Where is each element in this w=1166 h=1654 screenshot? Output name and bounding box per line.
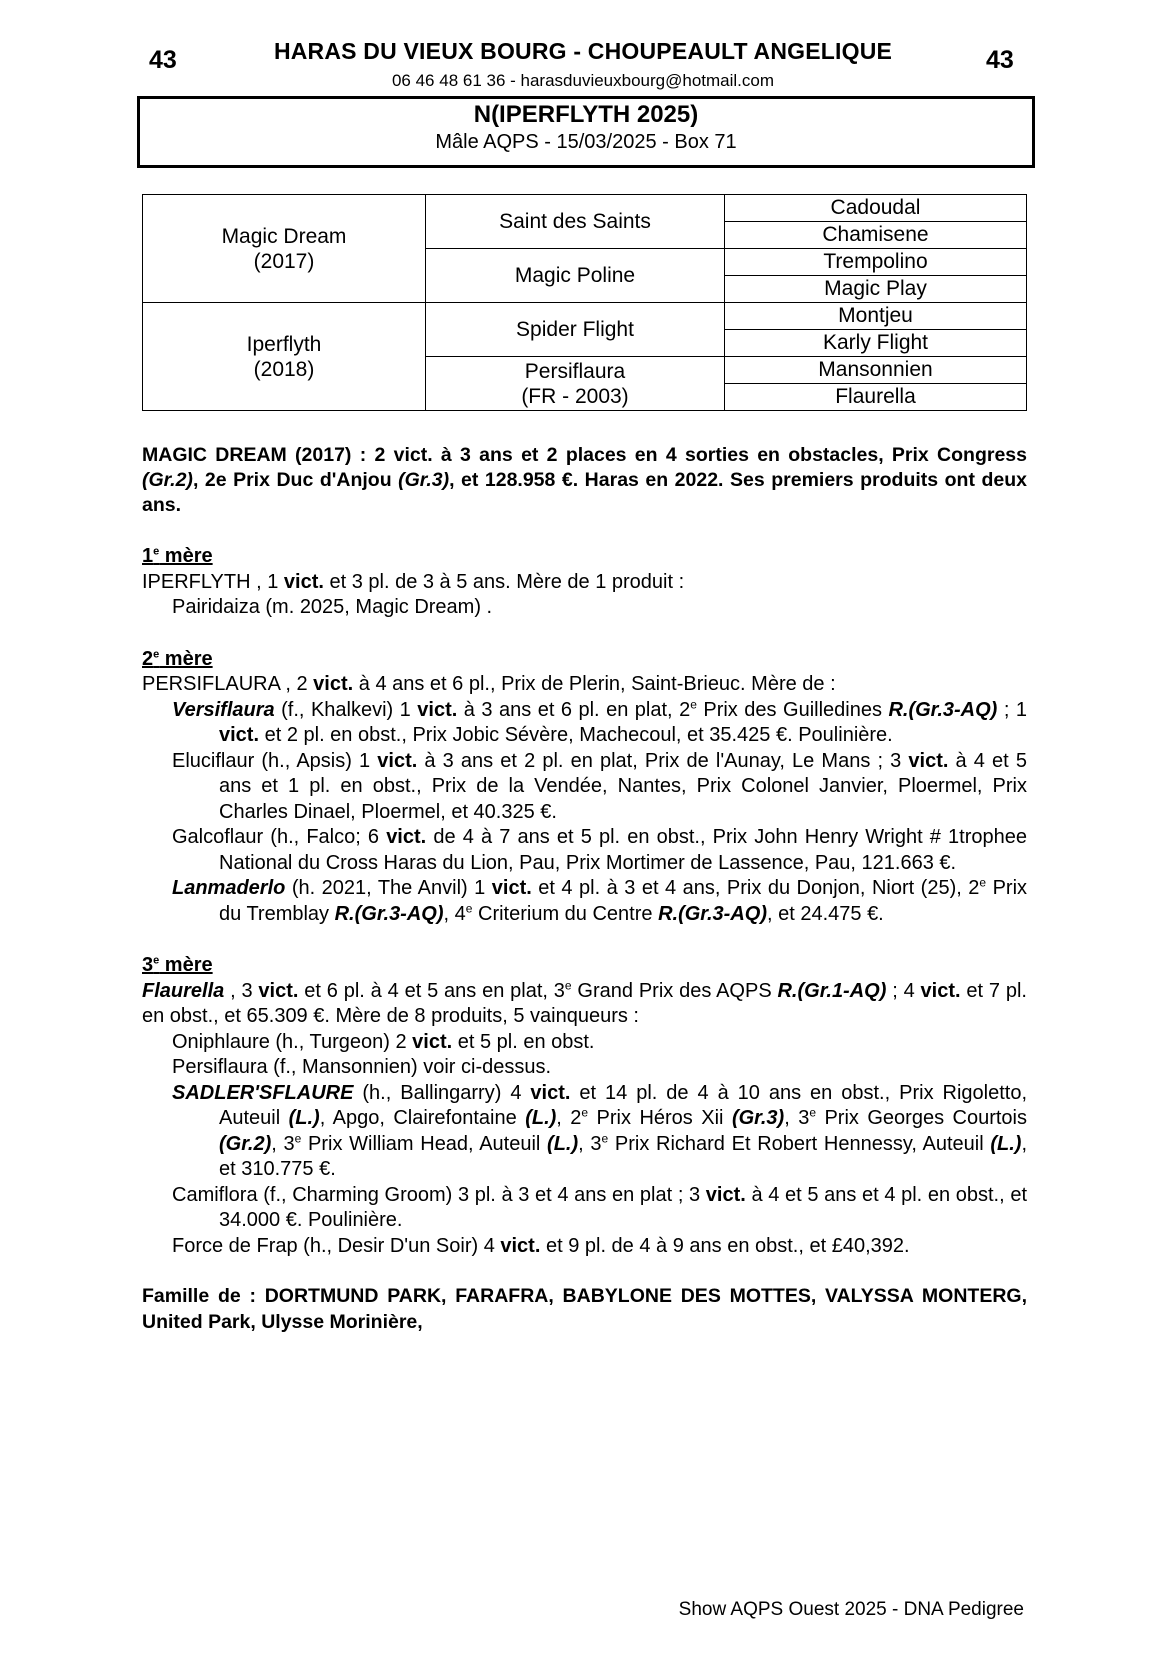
pedigree-sdd: Magic Play — [725, 276, 1027, 303]
pedigree-sire: Magic Dream (2017) — [143, 195, 426, 303]
pedigree-dam-sire: Spider Flight — [426, 303, 725, 357]
produce-force-de-frap: Force de Frap (h., Desir D'un Soir) 4 vict. et 9 pl. de 4 à 9 ans en obst., et £40,392. — [172, 1234, 910, 1257]
family-line: Famille de : DORTMUND PARK, FARAFRA, BABYLONE DES MOTTES, VALYSSA MONTERG, United Park, Ulysse Morinière, — [142, 1285, 1027, 1333]
horse-details: Mâle AQPS - 15/03/2025 - Box 71 — [435, 131, 737, 153]
second-dam-heading: 2e mère — [142, 647, 213, 670]
second-dam-line: PERSIFLAURA , 2 vict. à 4 ans et 6 pl., Prix de Plerin, Saint-Brieuc. Mère de : — [142, 673, 836, 695]
produce-oniphlaure: Oniphlaure (h., Turgeon) 2 vict. et 5 pl. en obst. — [172, 1030, 595, 1053]
lot-number-left: 43 — [149, 46, 177, 74]
pedigree-sss: Cadoudal — [725, 195, 1027, 222]
produce-sadlersflaure: SADLER'SFLAURE (h., Ballingarry) 4 vict. et 14 pl. de 4 à 10 ans en obst., Prix Rigoletto, Auteuil (L.), Apgo, Clairefontaine (L.), 2e Prix Héros Xii (Gr.3), 3e Prix Georges Courtois (Gr.2), 3e Prix William Head, Auteuil (L.), 3e Prix Richard Et Robert Hennessy, Auteuil (L.), et 310.775 €. — [172, 1081, 1028, 1180]
pedigree-dam-dam: Persiflaura (FR - 2003) — [426, 357, 725, 411]
produce-galcoflaur: Galcoflaur (h., Falco; 6 vict. de 4 à 7 ans et 5 pl. en obst., Prix John Henry Wright # 1trophee National du Cross Haras du Lion, Pau, Prix Mortimer de Lassence, Pau, 121.663 €. — [172, 826, 1027, 874]
first-dam-heading: 1e mère — [142, 545, 213, 567]
pedigree-table — [142, 194, 1027, 411]
pedigree-sds: Trempolino — [725, 249, 1027, 276]
horse-name: N(IPERFLYTH 2025) — [473, 101, 699, 128]
produce-lanmaderlo: Lanmaderlo (h. 2021, The Anvil) 1 vict. et 4 pl. à 3 et 4 ans, Prix du Donjon, Niort (25), 2e Prix du Tremblay R.(Gr.3-AQ), 4e Criterium du Centre R.(Gr.3-AQ), et 24.475 €. — [172, 875, 1028, 925]
first-dam-produce: Pairidaiza (m. 2025, Magic Dream) . — [172, 596, 493, 618]
pedigree-dss: Montjeu — [725, 303, 1027, 330]
produce-camiflora: Camiflora (f., Charming Groom) 3 pl. à 3 et 4 ans en plat ; 3 vict. à 4 et 5 ans et 4 pl. en obst., et 34.000 €. Poulinière. — [172, 1183, 1027, 1231]
produce-versiflaura: Versiflaura (f., Khalkevi) 1 vict. à 3 ans et 6 pl. en plat, 2e Prix des Guilledines R.(Gr.3-AQ) ; 1 vict. et 2 pl. en obst., Prix Jobic Sévère, Machecoul, et 35.425 €. Poulinière. — [172, 696, 1027, 746]
stud-contact: 06 46 48 61 36 - harasduvieuxbourg@hotmail.com — [391, 71, 775, 90]
catalogue-text — [142, 443, 1027, 1335]
stud-name: HARAS DU VIEUX BOURG - CHOUPEAULT ANGELIQUE — [273, 38, 893, 64]
lot-number-right: 43 — [986, 46, 1014, 74]
third-dam-line: Flaurella , 3 vict. et 6 pl. à 4 et 5 ans en plat, 3e Grand Prix des AQPS R.(Gr.1-AQ) ; 4 vict. et 7 pl. en obst., et 65.309 €. Mère de 8 produits, 5 vainqueurs : — [142, 977, 1027, 1027]
pedigree-ssd: Chamisene — [725, 222, 1027, 249]
page-footer: Show AQPS Ouest 2025 - DNA Pedigree — [678, 1599, 1024, 1620]
produce-eluciflaur: Eluciflaur (h., Apsis) 1 vict. à 3 ans et 2 pl. en plat, Prix de l'Aunay, Le Mans ; 3 vict. à 4 et 5 ans et 1 pl. en obst., Prix de la Vendée, Nantes, Prix Colonel Janvier, Ploermel, Prix Charles Dinael, Ploermel, et 40.325 €. — [172, 749, 1027, 823]
pedigree-ddd: Flaurella — [725, 384, 1027, 411]
pedigree-sire-sire: Saint des Saints — [426, 195, 725, 249]
pedigree-dam: Iperflyth (2018) — [143, 303, 426, 411]
pedigree-dds: Mansonnien — [725, 357, 1027, 384]
sire-description: MAGIC DREAM (2017) : 2 vict. à 3 ans et 2 places en 4 sorties en obstacles, Prix Congress (Gr.2), 2e Prix Duc d'Anjou (Gr.3), et 128.958 €. Haras en 2022. Ses premiers produits ont deux ans. — [142, 444, 1027, 516]
third-dam-heading: 3e mère — [142, 954, 213, 976]
first-dam-line: IPERFLYTH , 1 vict. et 3 pl. de 3 à 5 ans. Mère de 1 produit : — [142, 570, 685, 593]
pedigree-dsd: Karly Flight — [725, 330, 1027, 357]
produce-persiflaura: Persiflaura (f., Mansonnien) voir ci-dessus. — [172, 1056, 552, 1078]
horse-title-box — [137, 96, 1035, 168]
pedigree-sire-dam: Magic Poline — [426, 249, 725, 303]
